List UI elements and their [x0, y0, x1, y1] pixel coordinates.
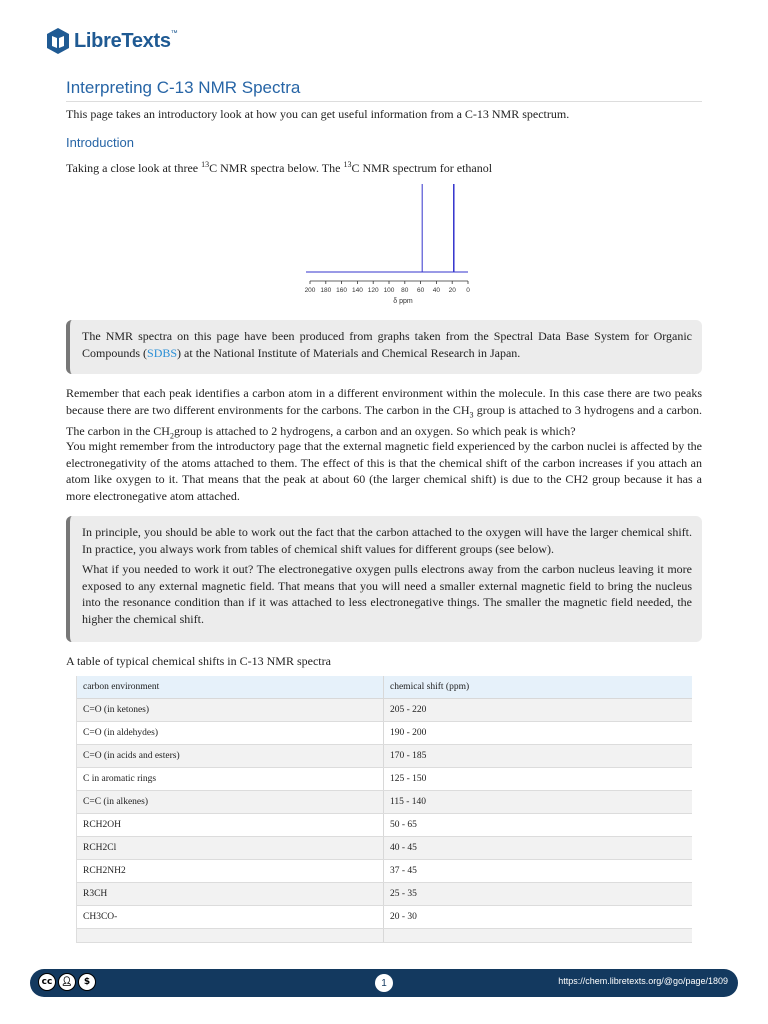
section-heading: Introduction [66, 135, 134, 150]
title-divider [66, 101, 702, 102]
license-badge[interactable] [38, 973, 96, 993]
header-chemical-shift: chemical shift (ppm) [384, 676, 693, 699]
spectrum-tick-label: 0 [466, 287, 470, 294]
table-row [77, 860, 692, 883]
sdbs-link[interactable]: SDBS [147, 345, 178, 360]
table-row [77, 791, 692, 814]
page-url[interactable]: https://chem.libretexts.org/@go/page/1809 [558, 976, 728, 986]
cell-carbon-environment: CH3CO- [77, 906, 384, 929]
cell-carbon-environment: C=O (in aldehydes) [77, 722, 384, 745]
spectrum-tick-label: 60 [416, 287, 425, 294]
page-number: 1 [375, 974, 393, 992]
table-row [77, 906, 692, 929]
cell-chemical-shift: 125 - 150 [384, 768, 693, 791]
cell-carbon-environment: R3CH [77, 883, 384, 906]
spectrum-tick-label: 160 [336, 287, 348, 294]
paragraph-electronegativity: You might remember from the introductory page that the external magnetic field experienced by the carbon nuclei is affected by the electronegativity of the atoms attached to them. The effect of this is that the chemical shift of the carbon increases if you attach an atom like oxygen to it. That means that the peak at about 60 (the larger chemical shift) is due to the CH2 group because it has a more electronegative atom attached. [66, 439, 702, 503]
cell-chemical-shift: 40 - 45 [384, 837, 693, 860]
sdbs-note-text: The NMR spectra on this page have been produced from graphs taken from the Spectral Data Base System for Organic Compounds (SDBS) at the National Institute of Materials and Chemical Research in Japan. [82, 329, 692, 360]
chemical-shift-table [76, 676, 692, 943]
table-row [77, 745, 692, 768]
cell-carbon-environment [77, 929, 384, 944]
cell-chemical-shift [384, 929, 693, 944]
table-row [77, 837, 692, 860]
nmr-spectrum-figure [298, 180, 474, 308]
cell-carbon-environment: C=O (in ketones) [77, 699, 384, 722]
section-text: Taking a close look at three $^{13}$C NMR spectra below. The $^{13}$C NMR spectrum for ethanol [66, 160, 493, 175]
cell-carbon-environment: RCH2Cl [77, 837, 384, 860]
table-row [77, 722, 692, 745]
cell-chemical-shift: 50 - 65 [384, 814, 693, 837]
cell-carbon-environment: RCH2NH2 [77, 860, 384, 883]
cell-chemical-shift: 205 - 220 [384, 699, 693, 722]
paragraph-peaks: Remember that each peak identifies a carbon atom in a different environment within the molecule. In this case there are two peaks because there are two different environments for the carbons. The carbon in the $CH_3$ group is attached to 3 hydrogens and a carbon. The carbon in the $CH_2group$ is attached to 2 hydrogens, a carbon and an oxygen. So which peak is which? [66, 386, 702, 441]
page-title: Interpreting C-13 NMR Spectra [66, 78, 301, 97]
spectrum-tick-label: 140 [351, 287, 363, 294]
brand-name: LibreTexts™ [74, 29, 178, 52]
principle-note-p1: In principle, you should be able to work out the fact that the carbon attached to the oxygen will have the larger chemical shift. In practice, you always work from tables of chemical shift values for different groups (see below). [82, 525, 692, 556]
spectrum-tick-label: 180 [320, 287, 332, 294]
spectrum-tick-label: 120 [367, 287, 379, 294]
cell-chemical-shift: 190 - 200 [384, 722, 693, 745]
cell-chemical-shift: 170 - 185 [384, 745, 693, 768]
spectrum-axis-label: δ ppm [393, 298, 413, 305]
cell-chemical-shift: 20 - 30 [384, 906, 693, 929]
principle-note-p2: What if you needed to work it out? The electronegative oxygen pulls electrons away from the carbon nucleus leaving it more exposed to any external magnetic field. That means that you will need a smaller external magnetic field to bring the nucleus into the resonance condition than if it was attached to less electronegative things. The smaller the magnetic field needed, the higher the chemical shift. [82, 562, 692, 626]
spectrum-tick-label: 20 [448, 287, 456, 294]
cell-carbon-environment: C=O (in acids and esters) [77, 745, 384, 768]
cell-carbon-environment: C in aromatic rings [77, 768, 384, 791]
principle-note [66, 516, 702, 642]
table-row [77, 883, 692, 906]
table-header-row [77, 676, 692, 699]
cell-chemical-shift: 25 - 35 [384, 883, 693, 906]
libretexts-logo-icon [46, 27, 70, 55]
table-caption: A table of typical chemical shifts in C-13 NMR spectra [66, 654, 331, 668]
cell-carbon-environment: RCH2OH [77, 814, 384, 837]
spectrum-tick-label: 80 [401, 287, 409, 294]
table-row [77, 768, 692, 791]
table-row [77, 699, 692, 722]
page-footer [30, 969, 738, 997]
spectrum-tick-label: 200 [304, 287, 316, 294]
intro-sentence: This page takes an introductory look at how you can get useful information from a C-13 NMR spectrum. [66, 107, 570, 121]
header-carbon-environment: carbon environment [77, 676, 384, 699]
nc-icon: $ [78, 973, 96, 991]
spectrum-tick-label: 40 [432, 287, 441, 294]
sdbs-note [66, 320, 702, 374]
cell-chemical-shift: 115 - 140 [384, 791, 693, 814]
cell-carbon-environment: C=C (in alkenes) [77, 791, 384, 814]
by-icon: 👤︎ [58, 973, 76, 991]
table-row [77, 929, 692, 944]
table-row [77, 814, 692, 837]
cell-chemical-shift: 37 - 45 [384, 860, 693, 883]
libretexts-logo[interactable] [46, 27, 177, 55]
cc-icon: cc [38, 973, 56, 991]
spectrum-tick-label: 100 [383, 287, 395, 294]
